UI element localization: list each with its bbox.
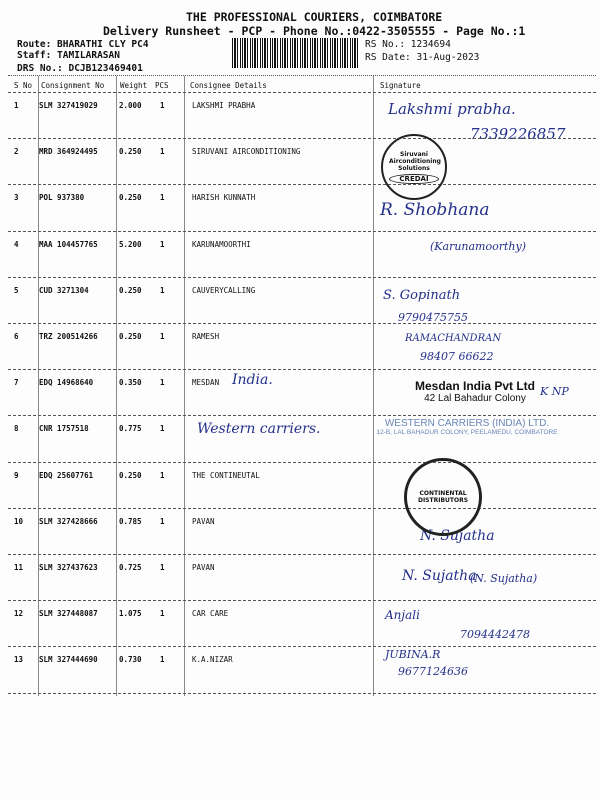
row-divider	[8, 231, 596, 232]
col-consignee: Consignee Details	[190, 81, 267, 90]
consignment-number: CNR 1757518	[39, 424, 89, 434]
row-divider	[8, 508, 596, 509]
consignee-name: RAMESH	[192, 332, 220, 341]
handwritten-signature: 9677124636	[398, 665, 468, 678]
barcode	[232, 38, 359, 68]
consignee-name: PAVAN	[192, 563, 215, 572]
weight: 5.200	[119, 239, 142, 249]
handwritten-signature: 9790475755	[398, 311, 468, 324]
serial-number: 2	[14, 147, 19, 157]
rs-number: RS No.: 1234694	[365, 39, 451, 50]
weight: 2.000	[119, 101, 142, 110]
handwritten-signature: 7094442478	[460, 628, 530, 641]
col-sno: S No	[14, 81, 33, 90]
consignee-name: PAVAN	[192, 516, 215, 526]
pieces: 1	[160, 516, 165, 526]
col-signature: Signature	[380, 81, 421, 90]
consignee-name: THE CONTINEUTAL	[192, 470, 260, 480]
consignment-number: POL 937380	[39, 193, 85, 203]
weight: 0.725	[119, 563, 142, 572]
row-divider	[8, 369, 596, 370]
weight: 1.075	[119, 609, 142, 619]
serial-number: 4	[14, 239, 19, 249]
row-divider	[8, 415, 596, 416]
consignment-number: EDQ 25607761	[39, 470, 94, 480]
weight: 0.250	[119, 332, 142, 341]
divider	[8, 75, 596, 76]
stamp-text: Mesdan India Pvt Ltd	[414, 379, 535, 393]
mesdan-initials: K NP	[540, 385, 569, 398]
pieces: 1	[160, 655, 165, 665]
weight: 0.350	[119, 378, 142, 388]
row-divider	[8, 554, 596, 555]
serial-number: 8	[14, 424, 19, 434]
consignment-number: SLM 327437623	[39, 563, 98, 572]
stamp-center-text: CREDAI	[389, 174, 439, 184]
pieces: 1	[160, 470, 165, 480]
mesdan-stamp	[400, 379, 550, 404]
weight: 0.785	[119, 516, 142, 526]
handwritten-signature: N. Sujatha	[420, 528, 495, 544]
stamp-text: 12-B, LAL BAHADUR COLONY, PEELAMEDU, COIMBATORE	[376, 429, 558, 436]
serial-number: 5	[14, 285, 19, 295]
consignment-number: SLM 327448087	[39, 609, 98, 619]
pieces: 1	[160, 285, 165, 295]
consignee-name: KARUNAMOORTHI	[192, 239, 251, 249]
handwritten-signature: JUBINA.R	[385, 648, 441, 661]
weight: 0.250	[119, 470, 142, 480]
row-divider	[8, 646, 596, 647]
handwritten-signature: Lakshmi prabha.	[388, 100, 516, 118]
consignee-name: SIRUVANI AIRCONDITIONING	[192, 147, 301, 157]
handwritten-note: Western carriers.	[197, 421, 321, 438]
column-rule	[116, 76, 117, 696]
pieces: 1	[160, 101, 165, 110]
handwritten-signature: 98407 66622	[420, 350, 494, 363]
weight: 0.250	[119, 147, 142, 157]
drs-number: DRS No.: DCJB123469401	[17, 63, 143, 74]
handwritten-signature: Anjali	[385, 608, 420, 622]
consignee-name: CAUVERYCALLING	[192, 285, 256, 295]
consignment-number: CUD 3271304	[39, 285, 89, 295]
stamp-text: WESTERN CARRIERS (INDIA) LTD.	[384, 418, 550, 429]
route: Route: BHARATHI CLY PC4	[17, 39, 149, 50]
handwritten-signature: N. Sujatha	[402, 568, 477, 584]
handwritten-signature: 7339226857	[470, 125, 566, 143]
serial-number: 12	[14, 609, 24, 619]
col-consignment: Consignment No	[41, 81, 105, 90]
pieces: 1	[160, 193, 165, 203]
row-divider	[8, 323, 596, 324]
consignee-name: CAR CARE	[192, 609, 229, 619]
pieces: 1	[160, 239, 165, 249]
pieces: 1	[160, 378, 165, 388]
stamp-text: Siruvani Airconditioning Solutions	[389, 150, 441, 172]
row-divider	[8, 600, 596, 601]
pieces: 1	[160, 147, 165, 157]
consignment-number: TRZ 200514266	[39, 332, 98, 341]
pieces: 1	[160, 609, 165, 619]
consignment-number: SLM 327444690	[39, 655, 98, 665]
consignee-name: K.A.NIZAR	[192, 655, 233, 665]
column-rule	[373, 76, 374, 696]
siruvani-stamp	[381, 134, 447, 200]
serial-number: 7	[14, 378, 19, 388]
handwritten-signature: (Karunamoorthy)	[430, 240, 526, 253]
stamp-text: CONTINENTAL DISTRIBUTORS	[417, 490, 469, 504]
consignment-number: EDQ 14968640	[39, 378, 94, 388]
stamp-text: 42 Lal Bahadur Colony	[424, 393, 526, 404]
consignment-number: MRD 364924495	[39, 147, 98, 157]
column-rule	[184, 76, 185, 696]
row-divider	[8, 462, 596, 463]
western-carriers-stamp	[372, 418, 562, 436]
serial-number: 13	[14, 655, 24, 665]
handwritten-signature: RAMACHANDRAN	[405, 333, 502, 344]
continental-stamp	[404, 458, 482, 536]
row-divider	[8, 184, 596, 185]
serial-number: 9	[14, 470, 19, 480]
row-divider	[8, 277, 596, 278]
weight: 0.250	[119, 193, 142, 203]
serial-number: 11	[14, 563, 24, 572]
row-divider	[8, 138, 596, 139]
serial-number: 3	[14, 193, 19, 203]
serial-number: 6	[14, 332, 19, 341]
handwritten-note: India.	[232, 372, 273, 389]
row-divider	[8, 693, 596, 694]
consignment-number: SLM 327419029	[39, 101, 98, 110]
staff: Staff: TAMILARASAN	[17, 50, 120, 61]
col-pcs: PCS	[155, 81, 169, 90]
handwritten-signature: (N. Sujatha)	[470, 572, 538, 585]
pieces: 1	[160, 424, 165, 434]
company-title: THE PROFESSIONAL COURIERS, COIMBATORE	[186, 10, 443, 24]
consignee-name: LAKSHMI PRABHA	[192, 101, 256, 110]
pieces: 1	[160, 332, 165, 341]
handwritten-signature: S. Gopinath	[383, 288, 461, 303]
serial-number: 10	[14, 516, 24, 526]
weight: 0.775	[119, 424, 142, 434]
consignment-number: SLM 327428666	[39, 516, 98, 526]
weight: 0.250	[119, 285, 142, 295]
consignment-number: MAA 104457765	[39, 239, 98, 249]
weight: 0.730	[119, 655, 142, 665]
consignee-name: HARISH KUNNATH	[192, 193, 256, 203]
handwritten-signature: R. Shobhana	[380, 200, 490, 220]
pieces: 1	[160, 563, 165, 572]
col-weight: Weight	[120, 81, 148, 90]
consignee-name: MESDAN	[192, 378, 220, 388]
serial-number: 1	[14, 101, 19, 110]
row-divider	[8, 92, 596, 93]
rs-date: RS Date: 31-Aug-2023	[365, 52, 480, 63]
runsheet-subtitle: Delivery Runsheet - PCP - Phone No.:0422-3505555 - Page No.:1	[103, 24, 526, 38]
